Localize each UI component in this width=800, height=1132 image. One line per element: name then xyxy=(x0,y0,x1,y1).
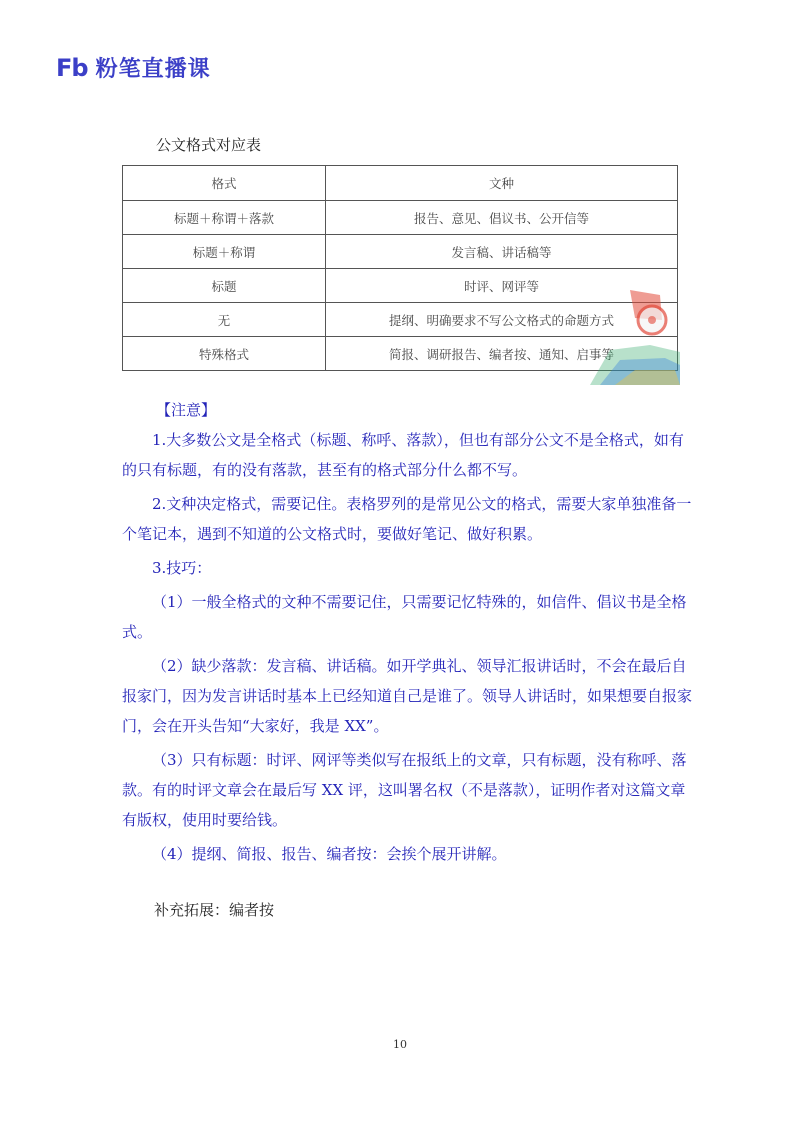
column-header-genre: 文种 xyxy=(326,166,678,201)
note-paragraph: 2.文种决定格式，需要记住。表格罗列的是常见公文的格式，需要大家单独准备一个笔记本，遇到不知道的公文格式时，要做好笔记、做好积累。 xyxy=(122,495,692,543)
table-header-row xyxy=(123,166,678,201)
note-paragraph: （3）只有标题：时评、网评等类似写在报纸上的文章，只有标题，没有称呼、落款。有的时评文章会在最后写 XX 评，这叫署名权（不是落款），证明作者对这篇文章有版权，使用时要给钱。 xyxy=(122,751,687,829)
table-cell-genre: 时评、网评等 xyxy=(326,269,678,303)
table-cell-format: 标题＋称谓＋落款 xyxy=(123,201,326,235)
brand-logo xyxy=(56,52,211,83)
note-paragraph: （4）提纲、简报、报告、编者按：会挨个展开讲解。 xyxy=(152,845,507,863)
table-cell-genre: 简报、调研报告、编者按、通知、启事等 xyxy=(326,337,678,371)
table-row xyxy=(123,235,678,269)
table-cell-format: 标题 xyxy=(123,269,326,303)
format-table-container xyxy=(122,165,678,383)
note-section xyxy=(122,395,694,869)
table-cell-format: 特殊格式 xyxy=(123,337,326,371)
table-row xyxy=(123,269,678,303)
note-paragraph: （2）缺少落款：发言稿、讲话稿。如开学典礼、领导汇报讲话时，不会在最后自报家门，因为发言讲话时基本上已经知道自己是谁了。领导人讲话时，如果想要自报家门，会在开头告知“大家好，我是 XX”。 xyxy=(122,657,693,735)
note-heading: 【注意】 xyxy=(156,401,217,419)
note-paragraph: 1.大多数公文是全格式（标题、称呼、落款），但也有部分公文不是全格式，如有的只有标题，有的没有落款，甚至有的格式部分什么都不写。 xyxy=(122,431,684,479)
table-cell-genre: 提纲、明确要求不写公文格式的命题方式 xyxy=(326,303,678,337)
table-row xyxy=(123,303,678,337)
format-table xyxy=(122,165,678,371)
table-row xyxy=(123,337,678,371)
column-header-format: 格式 xyxy=(123,166,326,201)
table-cell-genre: 发言稿、讲话稿等 xyxy=(326,235,678,269)
page-number: 10 xyxy=(393,1038,407,1051)
logo-text: 粉笔直播课 xyxy=(95,57,211,82)
table-cell-genre: 报告、意见、倡议书、公开信等 xyxy=(326,201,678,235)
supplement-heading: 补充拓展：编者按 xyxy=(154,901,275,919)
table-cell-format: 无 xyxy=(123,303,326,337)
logo-mark: Fb xyxy=(56,53,88,82)
table-cell-format: 标题＋称谓 xyxy=(123,235,326,269)
table-caption: 公文格式对应表 xyxy=(156,136,262,154)
note-paragraph: （1）一般全格式的文种不需要记住，只需要记忆特殊的，如信件、倡议书是全格式。 xyxy=(122,593,687,641)
note-paragraph: 3.技巧： xyxy=(152,559,212,577)
table-row xyxy=(123,201,678,235)
